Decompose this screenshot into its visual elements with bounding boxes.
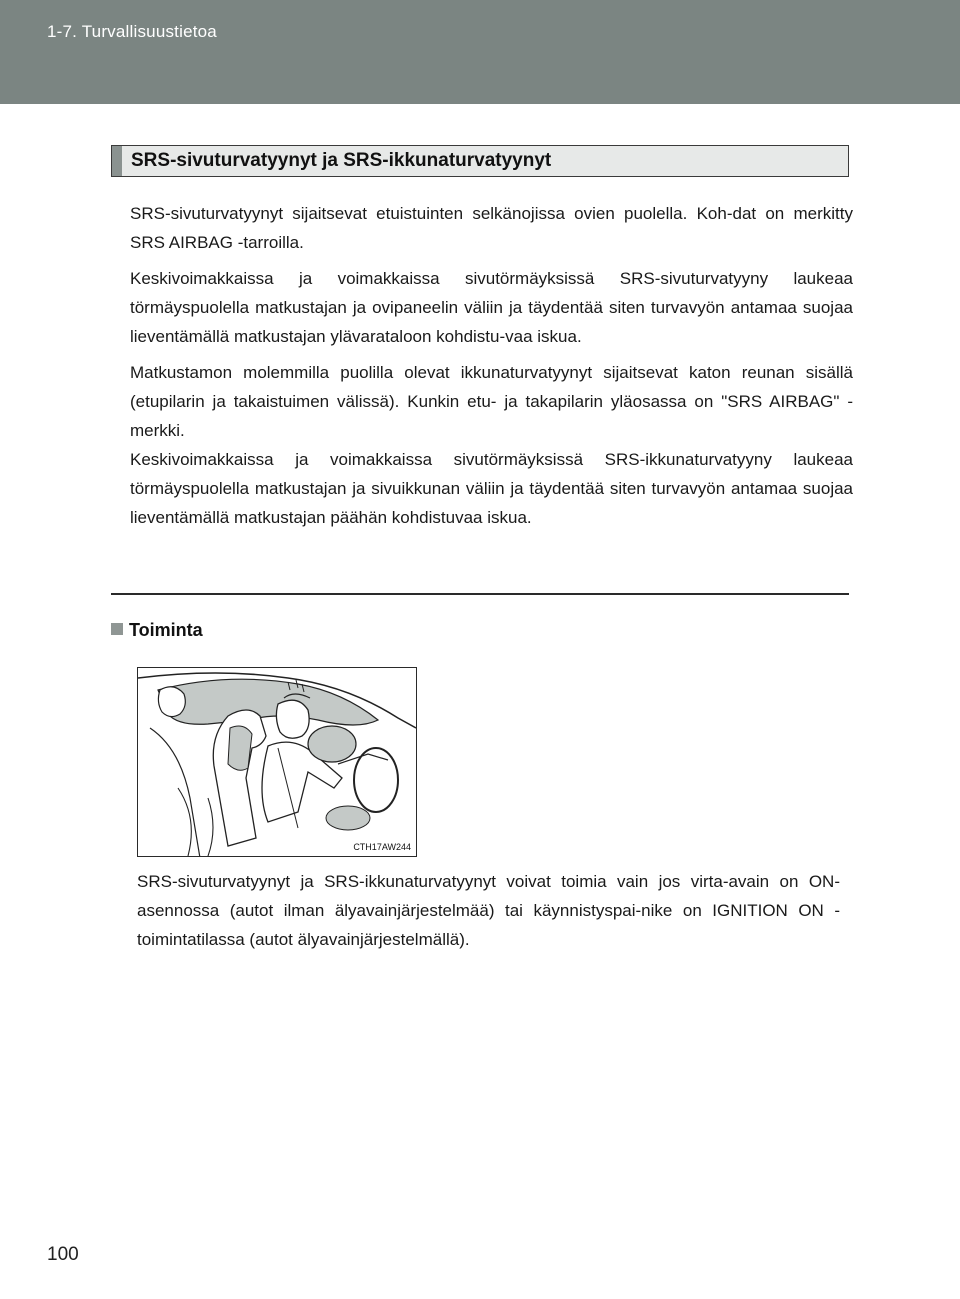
subheading-text: Toiminta bbox=[129, 620, 203, 640]
figure-code: CTH17AW244 bbox=[353, 842, 411, 852]
section-divider bbox=[111, 593, 849, 595]
section-label: 1-7. Turvallisuustietoa bbox=[47, 22, 217, 41]
airbag-illustration bbox=[137, 667, 417, 857]
subheading bbox=[111, 620, 203, 641]
title-accent-bar bbox=[112, 146, 122, 176]
section-title-box bbox=[111, 145, 849, 177]
paragraph: SRS-sivuturvatyynyt sijaitsevat etuistuinten selkänojissa ovien puolella. Koh-dat on merkitty SRS AIRBAG -tarroilla. bbox=[130, 204, 853, 252]
paragraph: Matkustamon molemmilla puolilla olevat ikkunaturvatyynyt sijaitsevat katon reunan sisällä (etupilarin ja takaistuimen välissä). Kunkin etu- ja takapilarin yläosassa on "SRS AIRBAG" -merkki. bbox=[130, 363, 853, 440]
note-text: SRS-sivuturvatyynyt ja SRS-ikkunaturvatyynyt voivat toimia vain jos virta-avain on ON-asennossa (autot ilman älyavainjärjestelmää) tai käynnistyspai-nike on IGNITION ON -toimintatilassa (autot älyavainjärjestelmällä). bbox=[137, 872, 840, 949]
body-text bbox=[130, 199, 853, 532]
airbag-deployment-illustration-icon bbox=[138, 668, 417, 857]
section-title: SRS-sivuturvatyynyt ja SRS-ikkunaturvatyynyt bbox=[131, 150, 552, 171]
paragraph: Keskivoimakkaissa ja voimakkaissa sivutörmäyksissä SRS-ikkunaturvatyyny laukeaa törmäyspuolella matkustajan ja sivuikkunan väliin ja täydentää siten turvavyön antamaa suojaa lieventämällä matkustajan päähän kohdistuvaa iskua. bbox=[130, 450, 853, 527]
header-band bbox=[0, 0, 960, 104]
square-bullet-icon bbox=[111, 623, 123, 635]
paragraph: Keskivoimakkaissa ja voimakkaissa sivutörmäyksissä SRS-sivuturvatyyny laukeaa törmäyspuolella matkustajan ja ovipaneelin väliin ja täydentää siten turvavyön antamaa suojaa lieventämällä matkustajan ylävarataloon kohdistu-vaa iskua. bbox=[130, 269, 853, 346]
page-number: 100 bbox=[47, 1244, 79, 1265]
